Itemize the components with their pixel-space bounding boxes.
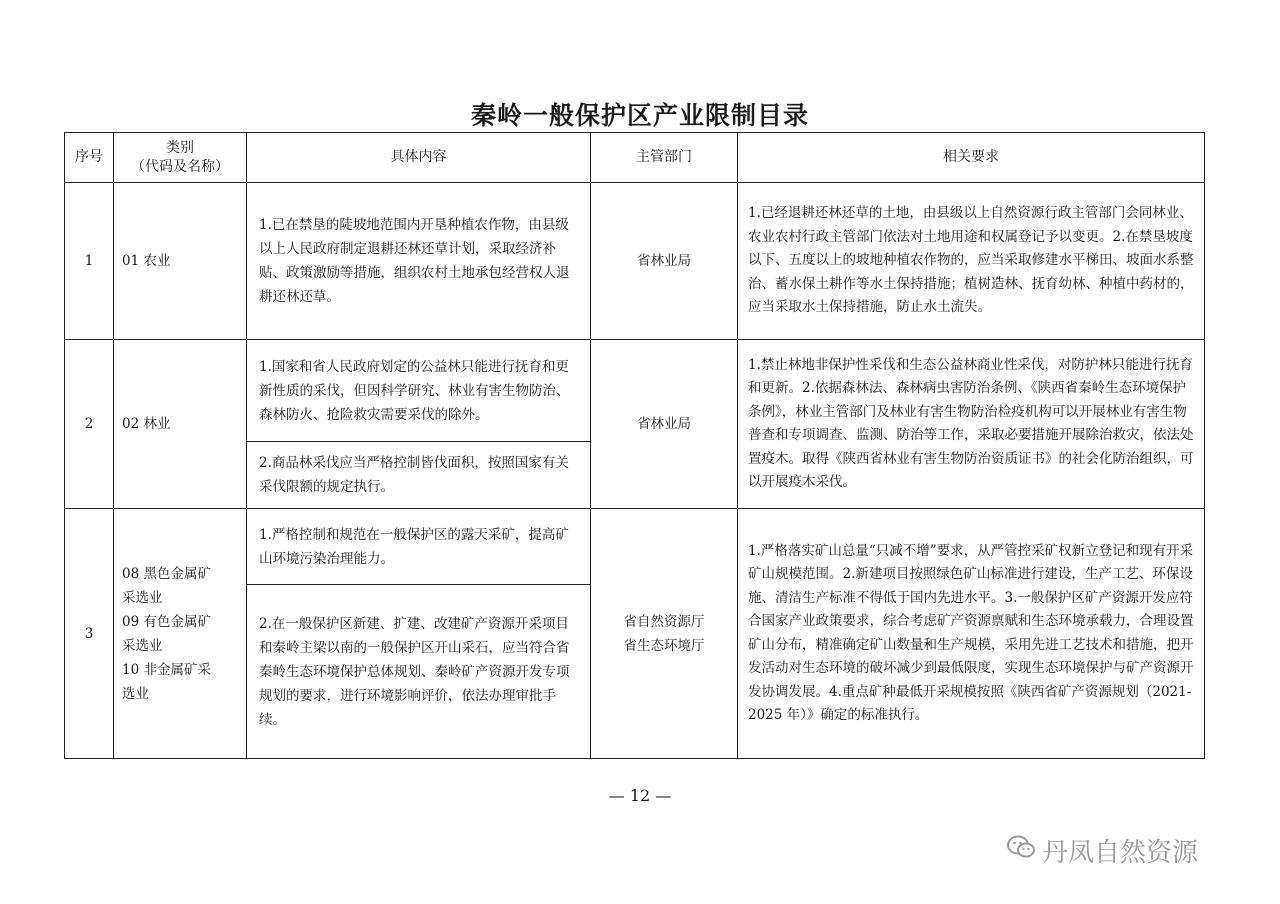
category-line: 采选业 [122, 637, 163, 654]
row-requirements: 1.严格落实矿山总量“只减不增”要求，从严管控采矿权新立登记和现有开采矿山规模范围。2.新建项目按照绿色矿山标准进行建设，生产工艺、环保设施、清洁生产标准不得低于国内先进水平。3.一般保护区矿产资源开发应符合国家产业政策要求，综合考虑矿产资源禀赋和生态环境承载力，合理设置矿山分布，精准确定矿山数量和生产规模，采用先进工艺技术和措施，把开发活动对生态环境的破坏减少到最低限度，实现生态环境保护与矿产资源开发协调发展。4.重点矿种最低开采规模按照《陕西省矿产资源规划（2021-2025 年）》确定的标准执行。 [738, 509, 1205, 759]
row-seq: 2 [65, 340, 114, 509]
row-content: 1.已在禁垦的陡坡地范围内开垦种植农作物，由县级以上人民政府制定退耕还林还草计划，采取经济补贴、政策激励等措施，组织农村土地承包经营权人退耕还林还草。 [247, 183, 591, 340]
table-row [65, 340, 1205, 442]
row-seq: 3 [65, 509, 114, 759]
header-category [114, 133, 247, 183]
watermark [1006, 832, 1198, 869]
header-dept: 主管部门 [591, 133, 738, 183]
header-category-line2: （代码及名称） [131, 158, 229, 175]
row-category: 01 农业 [114, 183, 247, 340]
header-category-line1: 类别 [166, 139, 194, 156]
table-header-row [65, 133, 1205, 183]
row-content: 1.严格控制和规范在一般保护区的露天采矿，提高矿山环境污染治理能力。 [247, 509, 591, 585]
row-requirements: 1.已经退耕还林还草的土地，由县级以上自然资源行政主管部门会同林业、农业农村行政主管部门依法对土地用途和权属登记予以变更。2.在禁垦坡度以下、五度以上的坡地种植农作物的，应当采取修建水平梯田、坡面水系整治、蓄水保土耕作等水土保持措施；植树造林、抚育幼林、种植中药材的，应当采取水土保持措施，防止水土流失。 [738, 183, 1205, 340]
row-dept: 省林业局 [591, 340, 738, 509]
dept-line: 省生态环境厅 [623, 637, 705, 654]
row-content: 2.商品林采伐应当严格控制皆伐面积，按照国家有关采伐限额的规定执行。 [247, 442, 591, 509]
restriction-table [64, 132, 1205, 759]
table-row [65, 509, 1205, 585]
header-content: 具体内容 [247, 133, 591, 183]
row-seq: 1 [65, 183, 114, 340]
category-line: 10 非金属矿采 [122, 661, 211, 678]
header-req: 相关要求 [738, 133, 1205, 183]
category-line: 选业 [122, 685, 149, 702]
row-category [114, 509, 247, 759]
wechat-icon [1006, 834, 1036, 867]
watermark-text: 丹凤自然资源 [1042, 838, 1199, 868]
row-dept: 省林业局 [591, 183, 738, 340]
category-line: 采选业 [122, 589, 163, 606]
row-content: 1.国家和省人民政府划定的公益林只能进行抚育和更新性质的采伐，但因科学研究、林业有害生物防治、森林防火、抢险救灾需要采伐的除外。 [247, 340, 591, 442]
header-seq: 序号 [65, 133, 114, 183]
row-category: 02 林业 [114, 340, 247, 509]
category-line: 08 黑色金属矿 [122, 565, 211, 582]
dept-line: 省自然资源厅 [623, 613, 705, 630]
category-line: 09 有色金属矿 [122, 613, 211, 630]
page-title: 秦岭一般保护区产业限制目录 [470, 101, 809, 130]
row-requirements: 1.禁止林地非保护性采伐和生态公益林商业性采伐，对防护林只能进行抚育和更新。2.依据森林法、森林病虫害防治条例、《陕西省秦岭生态环境保护条例》，林业主管部门及林业有害生物防治检疫机构可以开展林业有害生物普查和专项调查、监测、防治等工作，采取必要措施开展除治救灾，依法处置疫木。取得《陕西省林业有害生物防治资质证书》的社会化防治组织，可以开展疫木采伐。 [738, 340, 1205, 509]
table-row [65, 183, 1205, 340]
page-number: — 12 — [608, 786, 672, 805]
row-dept [591, 509, 738, 759]
row-content: 2.在一般保护区新建、扩建、改建矿产资源开采项目和秦岭主梁以南的一般保护区开山采石，应当符合省秦岭生态环境保护总体规划、秦岭矿产资源开发专项规划的要求，进行环境影响评价，依法办理审批手续。 [247, 585, 591, 759]
